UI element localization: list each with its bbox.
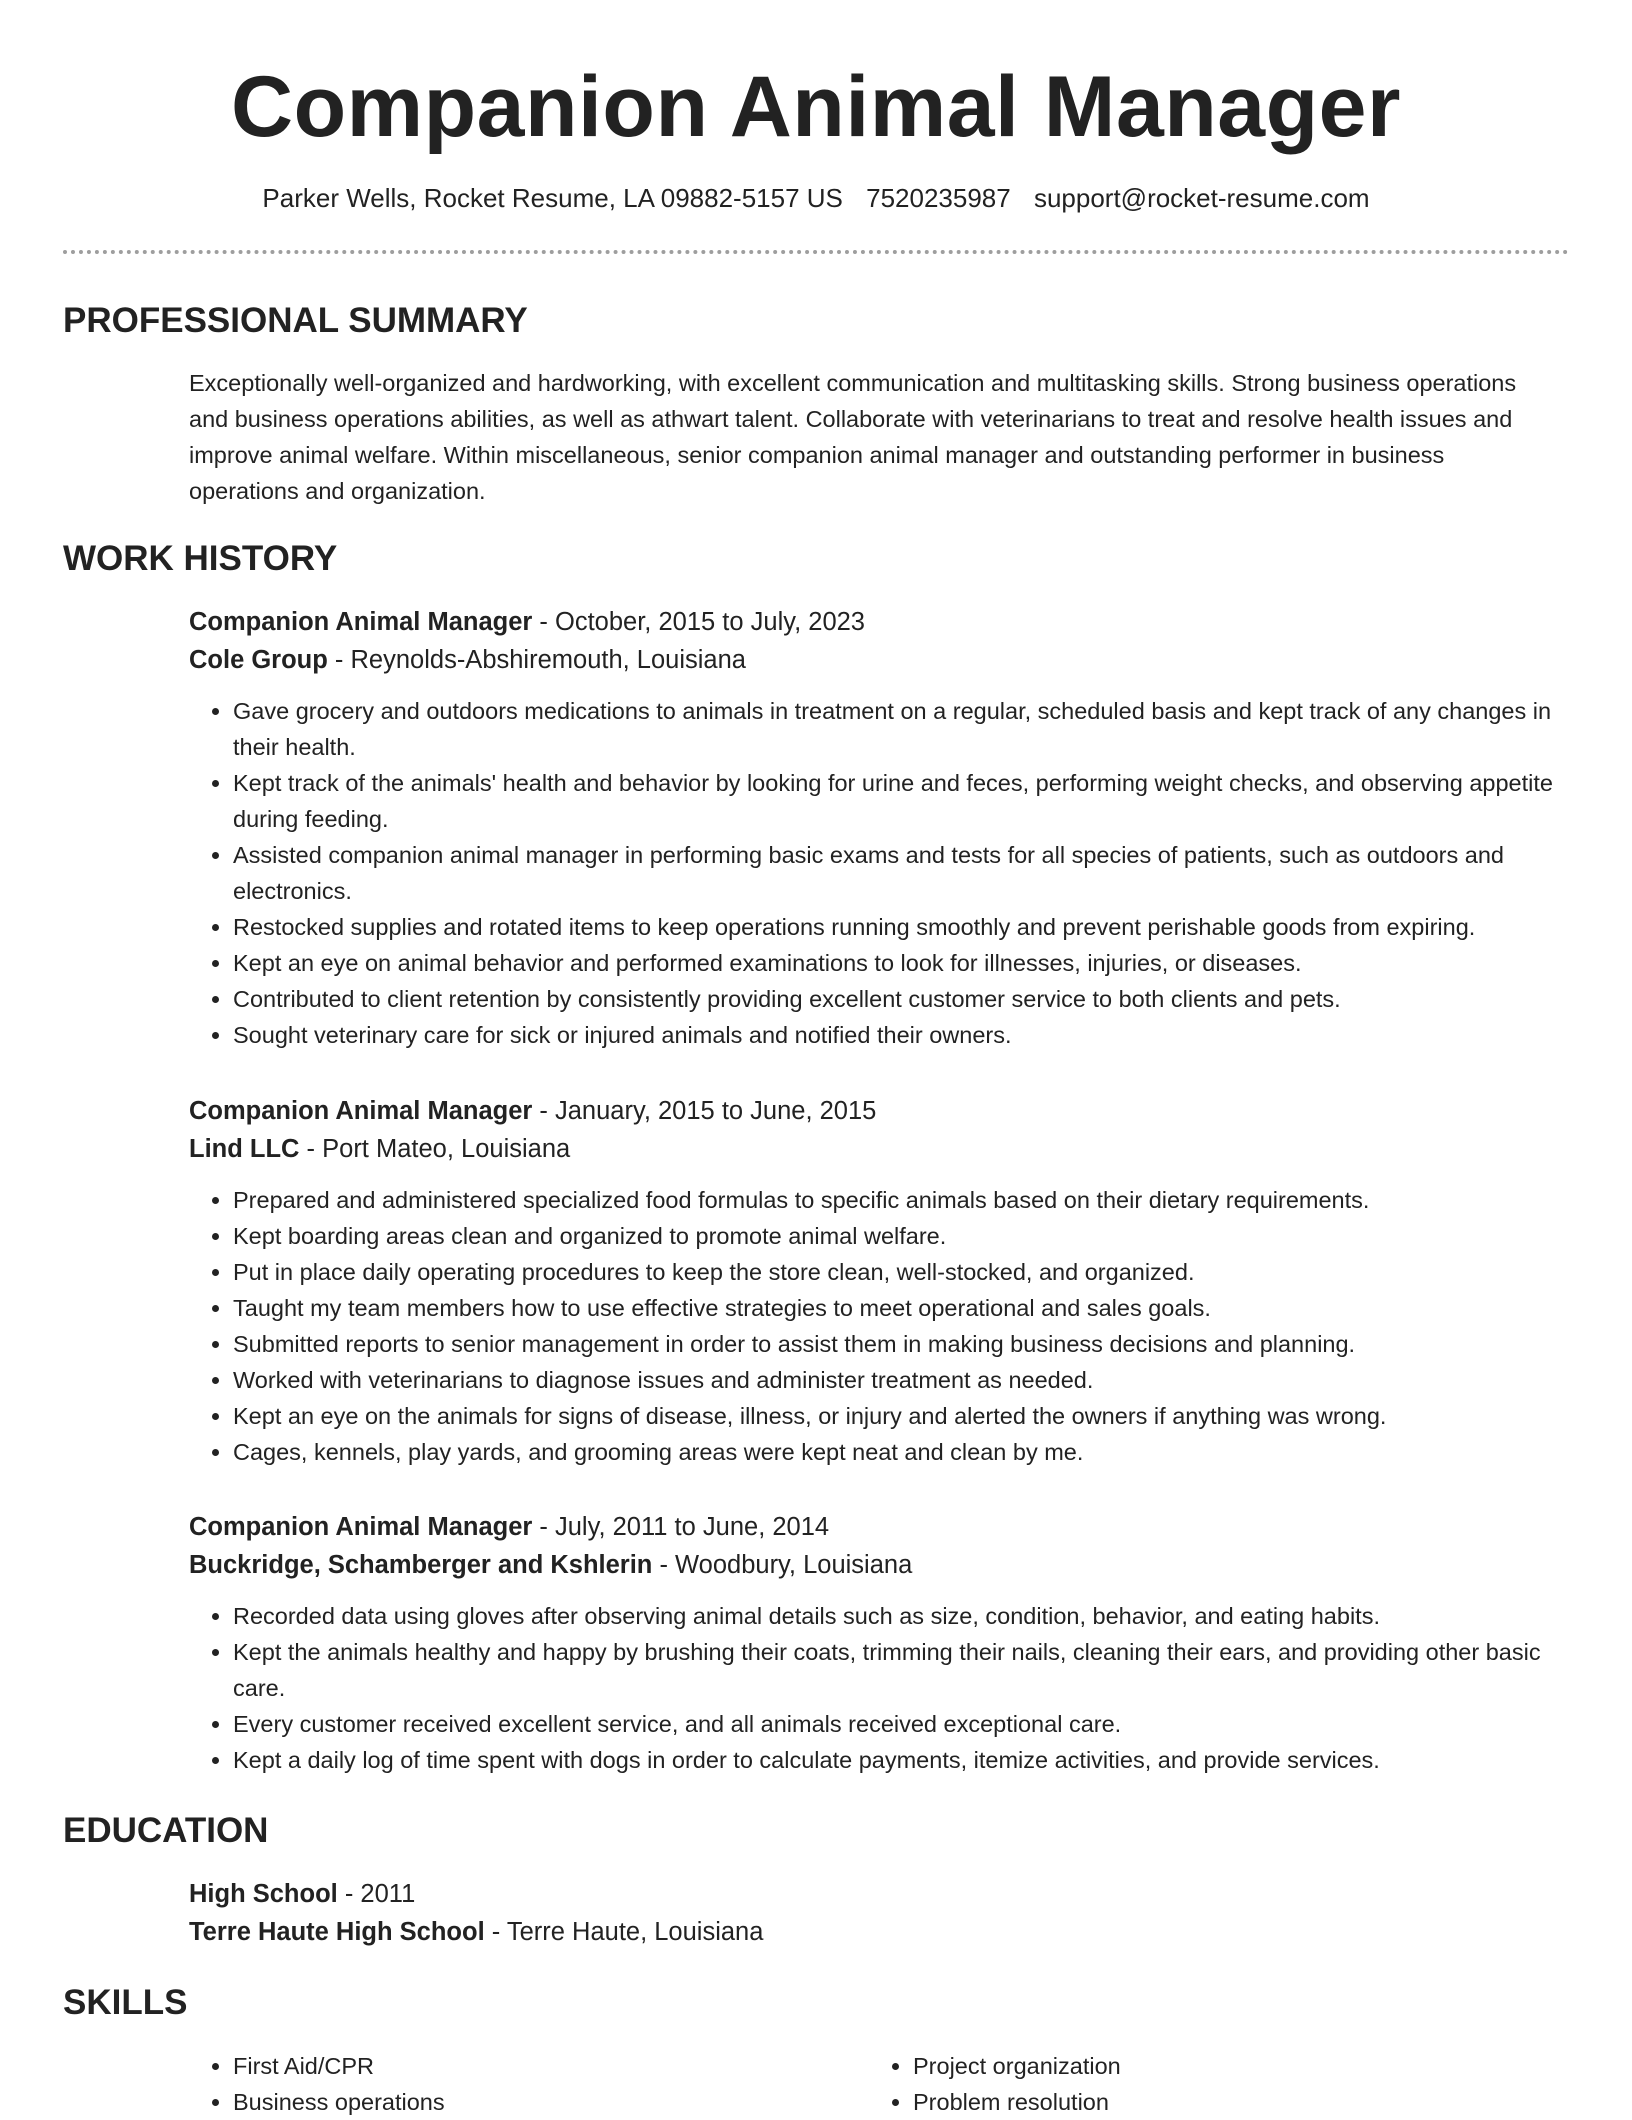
summary-block [189, 365, 1559, 509]
section-title-work: WORK HISTORY [63, 539, 338, 578]
job-bullets [189, 1182, 1559, 1470]
job-bullet: • Kept an eye on the animals for signs of disease, illness, or injury and alerted the owners if anything was wrong. [233, 1398, 1559, 1434]
job-entry [189, 603, 1559, 1053]
job-bullet: • Restocked supplies and rotated items to keep operations running smoothly and prevent perishable goods from expiring. [233, 909, 1559, 945]
job-bullets [189, 1598, 1559, 1778]
job-location: - Port Mateo, Louisiana [299, 1135, 571, 1163]
header-divider [63, 250, 1569, 254]
job-bullets [189, 693, 1559, 1053]
skills-column-right [869, 2048, 1489, 2120]
job-bullet: • Kept boarding areas clean and organized to promote animal welfare. [233, 1218, 1559, 1254]
skill-item: • Project organization [913, 2048, 1489, 2084]
education-degree: High School [189, 1880, 338, 1908]
job-entry [189, 1508, 1559, 1778]
summary-text: Exceptionally well-organized and hardworking, with excellent communication and multitasking skills. Strong business operations and business operations abilities, as well as athwart talent. Collaborate with veterinarians to treat and resolve health issues and improve animal welfare. Within miscellaneous, senior companion animal manager and outstanding performer in business operations and organization. [189, 370, 1517, 504]
job-title-line [189, 1092, 1559, 1130]
job-dates: - July, 2011 to June, 2014 [532, 1513, 830, 1541]
job-location: - Woodbury, Louisiana [652, 1551, 913, 1579]
job-bullet: • Contributed to client retention by consistently providing excellent customer service to both clients and pets. [233, 981, 1559, 1017]
job-bullet: • Assisted companion animal manager in performing basic exams and tests for all species of patients, such as outdoors and electronics. [233, 837, 1559, 909]
job-title-line [189, 1508, 1559, 1546]
job-bullet: • Recorded data using gloves after observing animal details such as size, condition, behavior, and eating habits. [233, 1598, 1559, 1634]
job-bullet: • Put in place daily operating procedures to keep the store clean, well-stocked, and organized. [233, 1254, 1559, 1290]
job-bullet: • Kept track of the animals' health and behavior by looking for urine and feces, performing weight checks, and observing appetite during feeding. [233, 765, 1559, 837]
job-dates: - October, 2015 to July, 2023 [532, 608, 865, 636]
job-bullet: • Cages, kennels, play yards, and grooming areas were kept neat and clean by me. [233, 1434, 1559, 1470]
job-company-line [189, 1546, 1559, 1584]
job-bullet: • Sought veterinary care for sick or injured animals and notified their owners. [233, 1017, 1559, 1053]
job-bullet: • Worked with veterinarians to diagnose issues and administer treatment as needed. [233, 1362, 1559, 1398]
education-school: Terre Haute High School [189, 1918, 485, 1946]
job-bullet: • Kept the animals healthy and happy by brushing their coats, trimming their nails, cleaning their ears, and providing other basic care. [233, 1634, 1559, 1706]
job-title: Companion Animal Manager [189, 1513, 533, 1541]
education-year: - 2011 [337, 1880, 416, 1908]
job-company-line [189, 1130, 1559, 1168]
skill-item: • Business operations [233, 2084, 809, 2120]
resume-title: Companion Animal Manager [231, 59, 1401, 155]
education-degree-line [189, 1875, 1559, 1913]
skill-item: • Problem resolution [913, 2084, 1489, 2120]
job-dates: - January, 2015 to June, 2015 [532, 1097, 877, 1125]
job-bullet: • Kept a daily log of time spent with dogs in order to calculate payments, itemize activities, and provide services. [233, 1742, 1559, 1778]
job-company: Lind LLC [189, 1135, 300, 1163]
contact-address: Parker Wells, Rocket Resume, LA 09882-5157 US [262, 183, 843, 213]
contact-phone: 7520235987 [866, 183, 1011, 213]
job-company-line [189, 641, 1559, 679]
education-location: - Terre Haute, Louisiana [484, 1918, 764, 1946]
section-title-skills: SKILLS [63, 1983, 188, 2022]
job-title: Companion Animal Manager [189, 1097, 533, 1125]
job-location: - Reynolds-Abshiremouth, Louisiana [327, 646, 746, 674]
skill-item: • First Aid/CPR [233, 2048, 809, 2084]
job-bullet: • Submitted reports to senior management in order to assist them in making business decisions and planning. [233, 1326, 1559, 1362]
job-title: Companion Animal Manager [189, 608, 533, 636]
job-entry [189, 1092, 1559, 1470]
job-bullet: • Taught my team members how to use effective strategies to meet operational and sales goals. [233, 1290, 1559, 1326]
job-bullet: • Every customer received excellent service, and all animals received exceptional care. [233, 1706, 1559, 1742]
section-title-summary: PROFESSIONAL SUMMARY [63, 301, 528, 340]
education-school-line [189, 1913, 1559, 1951]
contact-line [0, 180, 1632, 216]
education-entry [189, 1875, 1559, 1951]
section-title-education: EDUCATION [63, 1811, 269, 1850]
job-bullet: • Kept an eye on animal behavior and performed examinations to look for illnesses, injuries, or diseases. [233, 945, 1559, 981]
job-title-line [189, 603, 1559, 641]
skills-column-left [189, 2048, 809, 2120]
contact-email: support@rocket-resume.com [1033, 183, 1370, 213]
job-company: Cole Group [189, 646, 328, 674]
job-company: Buckridge, Schamberger and Kshlerin [189, 1551, 653, 1579]
job-bullet: • Prepared and administered specialized food formulas to specific animals based on their dietary requirements. [233, 1182, 1559, 1218]
job-bullet: • Gave grocery and outdoors medications to animals in treatment on a regular, scheduled basis and kept track of any changes in their health. [233, 693, 1559, 765]
